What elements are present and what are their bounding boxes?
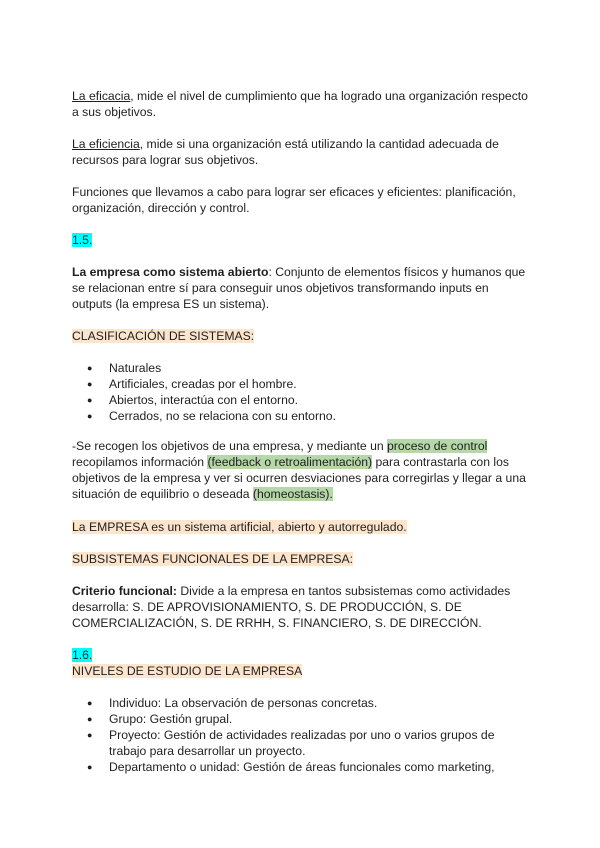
control-text-3: para contrastarla con los objetivos de la empresa y ver si ocurren desviaciones para corregirlas y llegar a una situación de equilibrio o deseada [72,455,526,501]
paragraph-criterio [72,583,530,631]
section-number-1-6 [72,647,530,663]
empresa-artificial-text: La EMPRESA es un sistema artificial, abierto y autorregulado. [72,520,407,534]
empresa-sistema-text: : Conjunto de elementos físicos y humanos que se relacionan entre sí para conseguir unos objetivos transformando inputs en outputs (la empresa ES un sistema). [72,265,526,311]
paragraph-eficacia [72,88,530,120]
term-eficacia: La eficacia [72,89,131,103]
section-1-5-label: 1.5. [72,233,93,247]
paragraph-funciones: Funciones que llevamos a cabo para lograr ser eficaces y eficientes: planificación, organización, dirección y control. [72,185,516,215]
criterio-text: Divide a la empresa en tantos subsistemas como actividades desarrolla: S. DE APROVISIONAMIENTO, S. DE PRODUCCIÓN, S. DE COMERCIALIZACIÓN, S. DE RRHH, S. FINANCIERO, S. DE DIRECCIÓN. [72,584,511,630]
term-eficiencia: La eficiencia [72,137,140,151]
highlight-proceso-control: proceso de control [387,439,488,453]
niveles-heading [72,663,530,679]
term-criterio: Criterio funcional: [72,584,177,598]
subsistemas-heading [72,551,530,567]
control-text-2: recopilamos información [72,455,208,469]
highlight-feedback: (feedback o retroalimentación) [207,455,373,469]
eficiencia-text: , mide si una organización está utilizando la cantidad adecuada de recursos para lograr sus objetivos. [72,137,499,167]
list-item: ● Individuo: La observación de personas concretas. [72,695,532,711]
list-item: ● Cerrados, no se relaciona con su entorno. [72,408,532,424]
subsistemas-title: SUBSISTEMAS FUNCIONALES DE LA EMPRESA: [72,552,354,566]
list-item: ● Proyecto: Gestión de actividades realizadas por uno o varios grupos de trabajo para desarrollar un proyecto. [72,727,532,759]
niveles-title: NIVELES DE ESTUDIO DE LA EMPRESA [72,664,303,678]
paragraph-control [72,438,530,502]
clasificacion-title: CLASIFICACIÓN DE SISTEMAS: [72,329,255,343]
paragraph-eficiencia [72,136,530,168]
clasificacion-list [72,360,532,424]
list-item: ● Abiertos, interactúa con el entorno. [72,392,532,408]
section-number-1-5 [72,232,530,248]
term-empresa-sistema: La empresa como sistema abierto [72,265,269,279]
niveles-list [72,695,532,775]
eficacia-text: , mide el nivel de cumplimiento que ha logrado una organización respecto a sus objetivos. [72,89,528,119]
control-text-1: -Se recogen los objetivos de una empresa, y mediante un [72,439,388,453]
list-item: ● Artificiales, creadas por el hombre. [72,376,532,392]
paragraph-empresa-artificial [72,519,530,535]
paragraph-empresa-sistema [72,264,530,312]
highlight-homeostasis: (homeostasis). [252,487,333,501]
list-item: ● Departamento o unidad: Gestión de áreas funcionales como marketing, [72,759,532,775]
list-item: ● Naturales [72,360,532,376]
section-1-6-label: 1.6. [72,648,93,662]
list-item: ● Grupo: Gestión grupal. [72,711,532,727]
clasificacion-heading [72,328,530,344]
